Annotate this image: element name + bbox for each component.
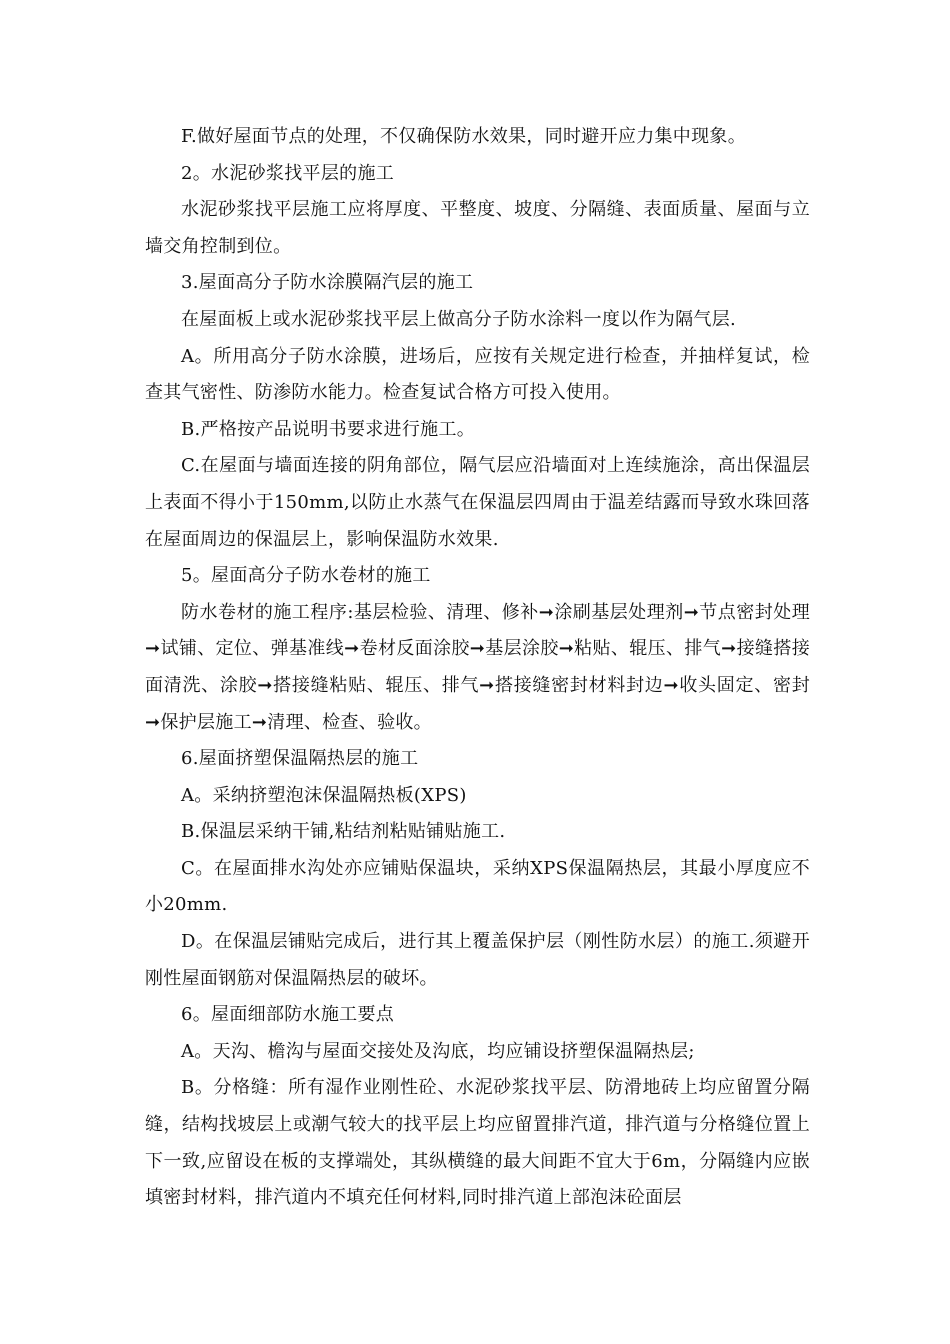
paragraph-1: F.做好屋面节点的处理，不仅确保防水效果，同时避开应力集中现象。 [181, 126, 747, 147]
paragraph-12: A。采纳挤塑泡沫保温隔热板(XPS) [181, 784, 467, 806]
paragraph-13: B.保温层采纳干铺,粘结剂粘贴铺贴施工. [181, 821, 506, 843]
section-heading-5: 5。屋面高分子防水卷材的施工 [181, 565, 431, 587]
paragraph-7: B.严格按产品说明书要求进行施工。 [181, 418, 476, 440]
paragraph-17: A。天沟、檐沟与屋面交接处及沟底，均应铺设挤塑保温隔热层; [181, 1040, 695, 1062]
paragraph-8: C.在屋面与墙面连接的阴角部位，隔气层应沿墙面对上连续施涂，高出保温层上表面不得小于150mm,以防止水蒸气在保温层四周由于温差结露而导致水珠回落在屋面周边的保温层上，影响保温防水效果. [145, 455, 810, 550]
paragraph-18: B。分格缝：所有湿作业刚性砼、水泥砂浆找平层、防滑地砖上均应留置分隔缝，结构找坡层上或潮气较大的找平层上均应留置排汽道，排汽道与分格缝位置上下一致,应留设在板的支撑端处，其纵横缝的最大间距不宜大于6m，分隔缝内应嵌填密封材料，排汽道内不填充任何材料,同时排汽道上部泡沫砼面层 [145, 1077, 810, 1209]
section-heading-6b: 6。屋面细部防水施工要点 [181, 1004, 395, 1026]
section-heading-3: 3.屋面高分子防水涂膜隔汽层的施工 [181, 272, 474, 294]
paragraph-6: A。所用高分子防水涂膜，进场后，应按有关规定进行检查，并抽样复试，检查其气密性、防渗防水能力。检查复试合格方可投入使用。 [145, 345, 810, 404]
paragraph-14: C。在屋面排水沟处亦应铺贴保温块，采纳XPS保温隔热层，其最小厚度应不小20mm. [145, 857, 810, 916]
paragraph-15: D。在保温层铺贴完成后，进行其上覆盖保护层（刚性防水层）的施工.须避开刚性屋面钢筋对保温隔热层的破坏。 [145, 931, 810, 989]
paragraph-10: 防水卷材的施工程序:基层检验、清理、修补➞涂刷基层处理剂➞节点密封处理➞试铺、定位、弹基准线➞卷材反面涂胶➞基层涂胶➞粘贴、辊压、排气➞接缝搭接面清洗、涂胶➞搭接缝粘贴、辊压、排气➞搭接缝密封材料封边➞收头固定、密封➞保护层施工➞清理、检查、验收。 [145, 601, 810, 733]
paragraph-3: 水泥砂浆找平层施工应将厚度、平整度、坡度、分隔缝、表面质量、屋面与立墙交角控制到位。 [145, 199, 810, 257]
section-heading-2: 2。水泥砂浆找平层的施工 [181, 162, 395, 184]
section-heading-6a: 6.屋面挤塑保温隔热层的施工 [181, 748, 419, 770]
paragraph-5: 在屋面板上或水泥砂浆找平层上做高分子防水涂料一度以作为隔气层. [181, 308, 737, 330]
document-body [145, 119, 810, 1217]
